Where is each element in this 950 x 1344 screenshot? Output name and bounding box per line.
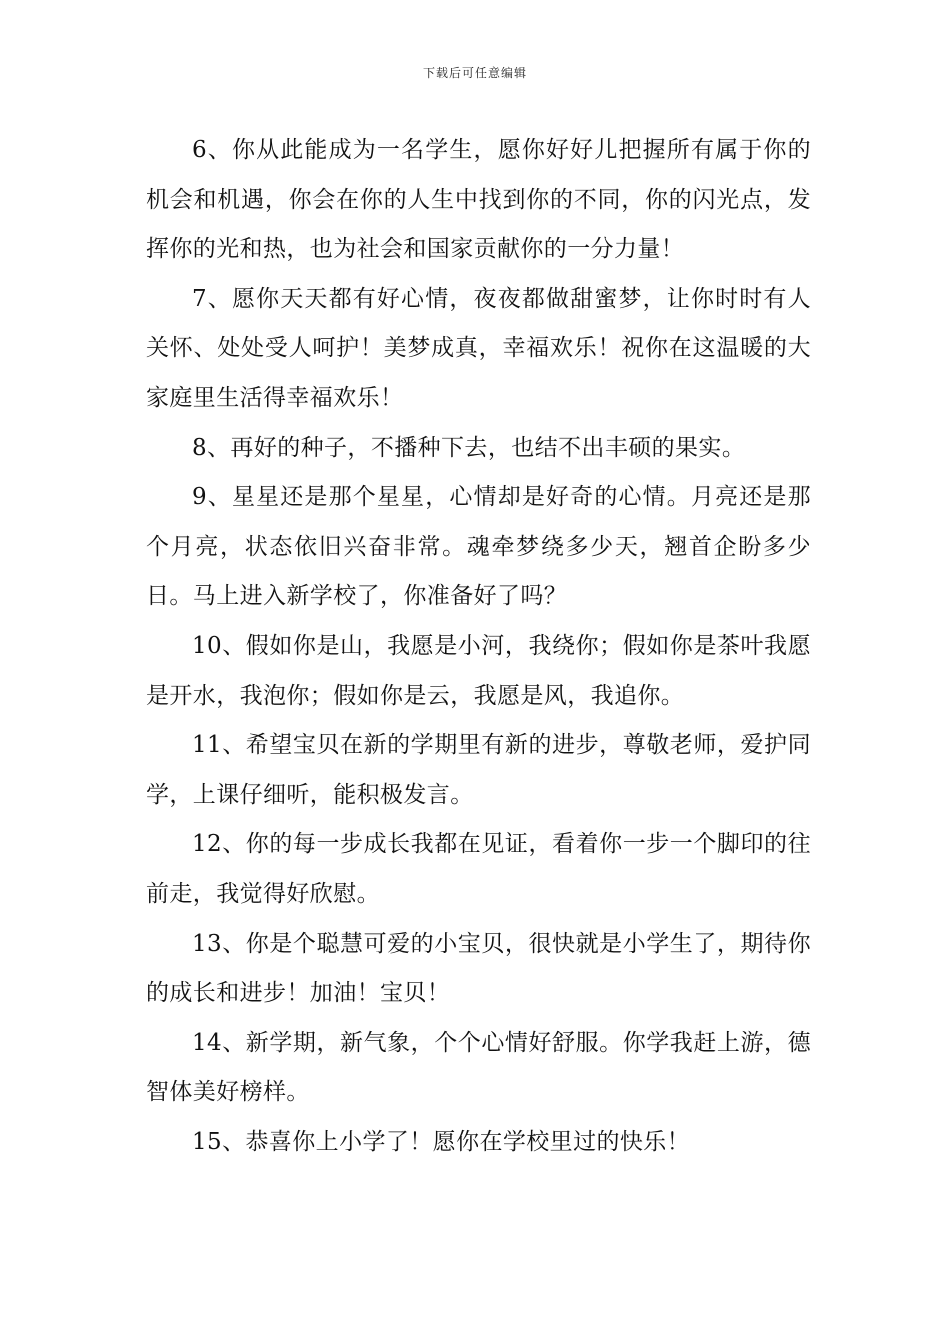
document-body [146,126,811,1167]
paragraph-8: 8、再好的种子，不播种下去，也结不出丰硕的果实。 [192,434,746,461]
paragraph-15: 15、恭喜你上小学了！愿你在学校里过的快乐！ [192,1128,691,1155]
paragraph-11: 11、希望宝贝在新的学期里有新的进步，尊敬老师，爱护同学，上课仔细听，能积极发言。 [146,732,811,808]
paragraph-12: 12、你的每一步成长我都在见证，看着你一步一个脚印的往前走，我觉得好欣慰。 [146,831,811,907]
paragraph-14: 14、新学期，新气象，个个心情好舒服。你学我赶上游，德智体美好榜样。 [146,1029,811,1106]
paragraph-9: 9、星星还是那个星星，心情却是好奇的心情。月亮还是那个月亮，状态依旧兴奋非常。魂牵梦绕多少天，翘首企盼多少日。马上进入新学校了，你准备好了吗？ [146,484,811,610]
paragraph-7: 7、愿你天天都有好心情，夜夜都做甜蜜梦，让你时时有人关怀、处处受人呵护！美梦成真，幸福欢乐！祝你在这温暖的大家庭里生活得幸福欢乐！ [146,285,811,411]
paragraph-13: 13、你是个聪慧可爱的小宝贝，很快就是小学生了，期待你的成长和进步！加油！宝贝！ [146,930,811,1007]
paragraph-10: 10、假如你是山，我愿是小河，我绕你；假如你是茶叶我愿是开水，我泡你；假如你是云，我愿是风，我追你。 [146,632,811,709]
page-header: 下载后可任意编辑 [422,66,527,80]
paragraph-6: 6、你从此能成为一名学生，愿你好好儿把握所有属于你的机会和机遇，你会在你的人生中找到你的不同，你的闪光点，发挥你的光和热，也为社会和国家贡献你的一分力量！ [146,137,811,263]
